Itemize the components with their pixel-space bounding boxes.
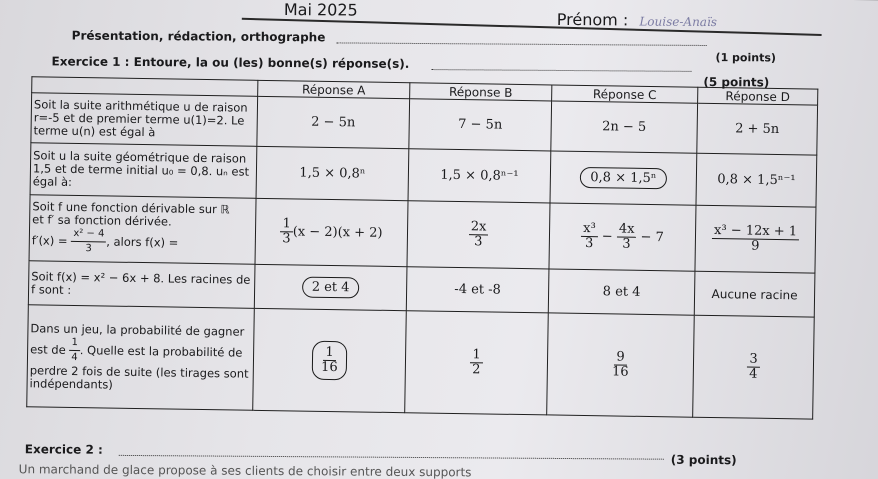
header-answer-b: Réponse B (410, 83, 552, 101)
answer-2b[interactable]: 1,5 × 0,8ⁿ⁻¹ (408, 149, 551, 203)
exercise2-intro: Un marchand de glace propose à ses clients de choisir entre deux supports (18, 462, 472, 479)
fraction: $\frac{9}{16}$ (611, 349, 629, 380)
presentation-points: (1 points) (715, 51, 777, 65)
prenom-label: Prénom : (556, 9, 629, 30)
fraction: $\frac{1}{2}$ (472, 347, 481, 378)
question-4: Soit f(x) = x² − 6x + 8. Les racines de f sont : (28, 261, 255, 309)
fraction: $\frac{\text{x³ − 12x + 1}}{9}$ (712, 224, 799, 254)
answer-3d[interactable] (695, 205, 816, 273)
answer-2c[interactable] (550, 151, 697, 205)
prenom-field (557, 10, 717, 30)
table-row (27, 305, 815, 419)
circled-answer-2c: 0,8 × 1,5ⁿ (580, 167, 666, 189)
dotted-line (337, 42, 707, 46)
question-5-part1: Dans un jeu, la probabilité de gagner est de (30, 320, 245, 357)
question-3-line2: et f′ sa fonction dérivée. (32, 212, 172, 229)
answer-4d[interactable]: Aucune racine (694, 271, 815, 317)
question-5-fraction: $\frac{1}{4}$ (69, 335, 80, 364)
exercise1-points: (5 points) (703, 74, 770, 90)
question-2: Soit u la suite géométrique de raison 1,5 et de terme initial u₀ = 0,8. uₙ est égal à: (30, 143, 257, 199)
question-3 (29, 195, 256, 265)
date-label: Mai 2025 (283, 0, 358, 20)
dotted-line (431, 69, 691, 72)
answer-1b[interactable]: 7 − 5n (409, 99, 552, 151)
presentation-label: Présentation, rédaction, orthographe (71, 28, 326, 45)
fraction: $\frac{3}{4}$ (749, 351, 758, 382)
question-3-line3a: f′(x) = (31, 233, 72, 248)
answer-4c[interactable]: 8 et 4 (548, 269, 695, 315)
qcm-table (26, 76, 818, 419)
circled-answer-5a (312, 341, 347, 381)
answer-3b[interactable] (407, 201, 550, 269)
answer-4b[interactable]: -4 et -8 (406, 267, 549, 313)
question-5 (27, 305, 255, 411)
fraction: $\frac{\text{x³}}{3}$ (581, 222, 598, 251)
answer-1c[interactable]: 2n − 5 (551, 101, 698, 153)
question-3-fraction: $\frac{\text{x² − 4}}{3}$ (71, 227, 106, 257)
answer-1a[interactable]: 2 − 5n (257, 96, 410, 148)
circled-answer-4a: 2 et 4 (302, 277, 360, 299)
fraction: $\frac{2x}{3}$ (468, 220, 488, 249)
prenom-handwritten-value: Louise-Anaïs (639, 14, 718, 30)
answer-5a[interactable] (253, 308, 407, 412)
fraction: $\frac{1}{16}$ (320, 344, 338, 376)
question-3-line1: Soit f une fonction dérivable sur ℝ (32, 199, 230, 217)
answer-1d[interactable]: 2 + 5n (697, 103, 818, 155)
answer-3a-expr: (x − 2)(x + 2) (292, 224, 383, 241)
exercise1-title: Exercice 1 : Entoure, la ou (les) bonne(s) réponse(s). (51, 54, 410, 71)
exercise2-points: (3 points) (670, 452, 737, 468)
answer-5d[interactable] (693, 315, 815, 419)
header-answer-a: Réponse A (258, 80, 410, 98)
answer-2a[interactable]: 1,5 × 0,8ⁿ (256, 146, 409, 200)
fraction: $\frac{4x}{3}$ (617, 222, 637, 251)
minus-sign: − (601, 229, 613, 245)
question-5-part2: . Quelle est la probabilité de perdre 2 fois de suite (les tirages sont indépendants) (29, 342, 249, 392)
answer-5b[interactable] (405, 311, 549, 415)
answer-5c[interactable] (547, 313, 695, 417)
header-answer-d: Réponse D (698, 87, 818, 105)
question-3-line3b: , alors f(x) = (106, 234, 179, 250)
table-row (29, 195, 816, 273)
header-answer-c: Réponse C (552, 85, 698, 103)
dotted-line (119, 455, 664, 460)
question-1: Soit la suite arithmétique u de raison r=-5 et de premier terme u(1)=2. Le terme u(n) est égal à (31, 93, 258, 147)
header-rule (242, 18, 822, 36)
answer-3c[interactable] (549, 203, 696, 271)
answer-2d[interactable]: 0,8 × 1,5ⁿ⁻¹ (696, 153, 817, 207)
answer-4a[interactable] (254, 264, 407, 310)
answer-3c-tail: − 7 (640, 229, 664, 246)
exercise2-title: Exercice 2 : (24, 442, 103, 457)
answer-3a[interactable] (255, 198, 408, 266)
fraction: $\frac{1}{3}$ (282, 216, 291, 247)
